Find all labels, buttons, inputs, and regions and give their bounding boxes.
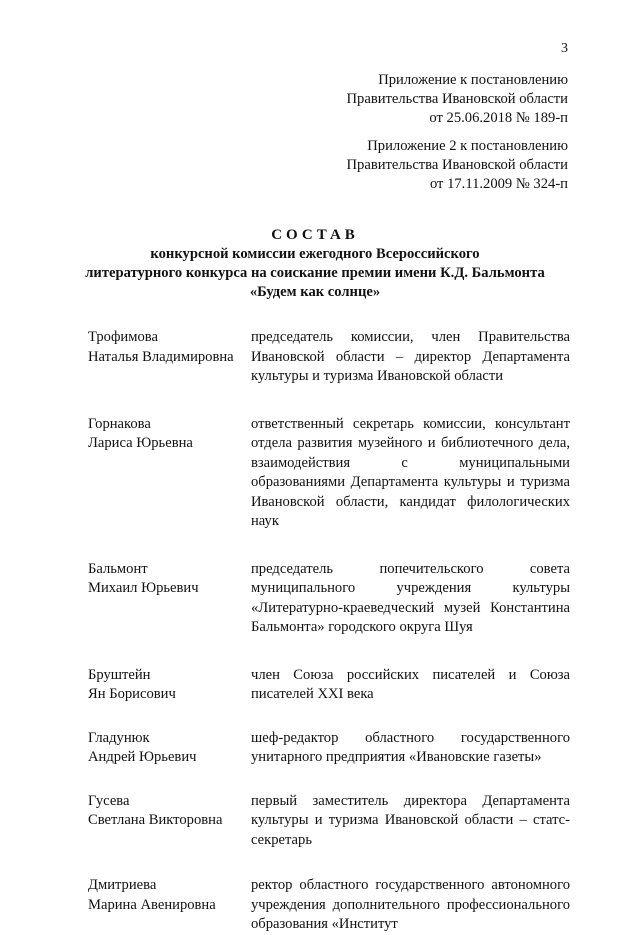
member-row: [88, 560, 570, 638]
member-surname: Бруштейн: [88, 666, 151, 683]
member-name: [88, 876, 251, 935]
member-row: [88, 415, 570, 532]
member-given-name: Лариса Юрьевна: [88, 435, 193, 451]
commission-members-list: [88, 328, 570, 935]
appendix-line: Правительства Ивановской области: [346, 91, 568, 107]
appendix-reference-current: [347, 71, 568, 128]
member-role: член Союза российских писателей и Союза писателей XXI века: [251, 666, 570, 702]
document-heading: [60, 226, 570, 302]
appendix-line: от 17.11.2009 № 324-п: [429, 176, 568, 192]
member-name: [88, 729, 251, 768]
page-number: 3: [561, 41, 568, 56]
member-row: [88, 876, 570, 935]
member-given-name: Михаил Юрьевич: [88, 580, 199, 596]
member-surname: Гладунюк: [88, 729, 150, 746]
member-role: первый заместитель директора Департамента культуры и туризма Ивановской области – статс-секретарь: [251, 792, 570, 848]
member-row: [88, 328, 570, 387]
member-role: председатель попечительского совета муниципального учреждения культуры «Литературно-краеведческий музей Константина Бальмонта» городского округа Шуя: [251, 560, 570, 635]
heading-line: литературного конкурса на соискание премии имени К.Д. Бальмонта: [85, 265, 545, 281]
member-given-name: Андрей Юрьевич: [88, 749, 197, 765]
member-given-name: Марина Авенировна: [88, 896, 216, 913]
member-row: [88, 792, 570, 851]
member-name: [88, 415, 251, 532]
member-name: [88, 792, 251, 851]
heading-line: «Будем как солнце»: [249, 284, 381, 300]
appendix-reference-original: [347, 137, 568, 194]
document-title: СОСТАВ: [271, 227, 359, 243]
member-name: [88, 560, 251, 638]
member-role: шеф-редактор областного государственного унитарного предприятия «Ивановские газеты»: [251, 729, 570, 765]
member-name: [88, 666, 251, 705]
member-surname: Бальмонт: [88, 560, 148, 577]
member-name: [88, 328, 251, 387]
member-surname: Гусева: [88, 792, 130, 809]
appendix-line: Правительства Ивановской области: [346, 157, 568, 173]
member-role: ректор областного государственного автономного учреждения дополнительного профессионального образования «Институт: [251, 877, 570, 932]
heading-line: конкурсной комиссии ежегодного Всероссийского: [150, 246, 480, 262]
member-row: [88, 666, 570, 705]
appendix-line: Приложение 2 к постановлению: [367, 138, 568, 154]
member-row: [88, 729, 570, 768]
appendix-line: Приложение к постановлению: [378, 72, 568, 88]
member-role: ответственный секретарь комиссии, консультант отдела развития музейного и библиотечного дела, взаимодействия с муниципальными образованиями Департамента культуры и туризма Ивановской области, кандидат филологических наук: [251, 415, 570, 529]
appendix-line: от 25.06.2018 № 189-п: [429, 110, 568, 126]
member-given-name: Светлана Викторовна: [88, 812, 223, 828]
member-role: председатель комиссии, член Правительства Ивановской области – директор Департамента культуры и туризма Ивановской области: [251, 329, 570, 384]
member-given-name: Наталья Владимировна: [88, 348, 234, 365]
member-given-name: Ян Борисович: [88, 686, 176, 702]
member-surname: Трофимова: [88, 329, 158, 345]
member-surname: Горнакова: [88, 415, 151, 432]
member-surname: Дмитриева: [88, 877, 157, 893]
